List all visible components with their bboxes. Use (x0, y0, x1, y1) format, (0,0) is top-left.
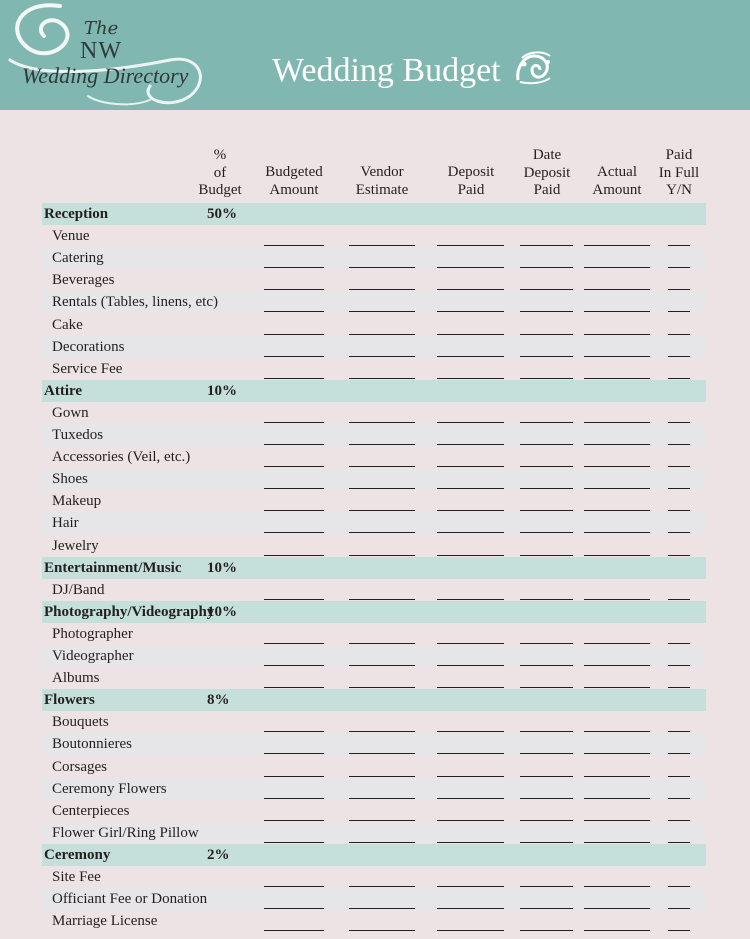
blank-entry-line[interactable] (584, 532, 650, 533)
blank-entry-line[interactable] (437, 488, 504, 489)
line-item-row (42, 888, 706, 910)
category-row (42, 203, 706, 225)
blank-entry-line[interactable] (668, 776, 690, 777)
line-item-label: Beverages (52, 272, 115, 289)
blank-entry-line[interactable] (264, 687, 324, 688)
line-item-row (42, 446, 706, 468)
blank-entry-line[interactable] (520, 444, 573, 445)
line-item-row (42, 314, 706, 336)
blank-entry-line[interactable] (520, 930, 573, 931)
category-label: Entertainment/Music (44, 559, 182, 576)
line-item-row (42, 269, 706, 291)
blank-entry-line[interactable] (584, 289, 650, 290)
blank-entry-line[interactable] (437, 798, 504, 799)
line-item-row (42, 800, 706, 822)
blank-entry-line[interactable] (437, 842, 504, 843)
logo-directory: Wedding Directory (22, 63, 189, 88)
blank-entry-line[interactable] (437, 753, 504, 754)
line-item-row (42, 579, 706, 601)
line-item-label: Flower Girl/Ring Pillow (52, 824, 199, 841)
col-budgeted-amount: Budgeted Amount (265, 164, 323, 198)
line-item-row (42, 756, 706, 778)
blank-entry-line[interactable] (584, 311, 650, 312)
blank-entry-line[interactable] (584, 599, 650, 600)
blank-entry-line[interactable] (520, 311, 573, 312)
blank-entry-line[interactable] (520, 267, 573, 268)
blank-entry-line[interactable] (668, 842, 690, 843)
line-item-label: Site Fee (52, 869, 101, 885)
blank-entry-line[interactable] (520, 356, 573, 357)
blank-entry-line[interactable] (584, 356, 650, 357)
blank-entry-line[interactable] (264, 444, 324, 445)
blank-entry-line[interactable] (437, 643, 504, 644)
blank-entry-line[interactable] (264, 908, 324, 909)
line-item-label: Bouquets (52, 714, 109, 731)
blank-entry-line[interactable] (437, 731, 504, 732)
blank-entry-line[interactable] (437, 378, 504, 379)
blank-entry-line[interactable] (584, 510, 650, 511)
category-label: Photography/Videography (44, 603, 215, 620)
blank-entry-line[interactable] (520, 731, 573, 732)
blank-entry-line[interactable] (264, 820, 324, 821)
line-item-row (42, 778, 706, 800)
blank-entry-line[interactable] (584, 798, 650, 799)
blank-entry-line[interactable] (349, 444, 415, 445)
col-percent-of-budget: % of Budget (198, 147, 242, 198)
category-percent: 2% (207, 846, 230, 863)
blank-entry-line[interactable] (668, 731, 690, 732)
blank-entry-line[interactable] (349, 289, 415, 290)
line-item-row (42, 535, 706, 557)
blank-entry-line[interactable] (349, 886, 415, 887)
col-paid-in-full: Paid In Full Y/N (658, 147, 700, 198)
blank-entry-line[interactable] (668, 422, 690, 423)
blank-entry-line[interactable] (584, 753, 650, 754)
blank-entry-line[interactable] (668, 908, 690, 909)
blank-entry-line[interactable] (584, 665, 650, 666)
blank-entry-line[interactable] (349, 798, 415, 799)
blank-entry-line[interactable] (584, 930, 650, 931)
blank-entry-line[interactable] (264, 378, 324, 379)
blank-entry-line[interactable] (668, 510, 690, 511)
line-item-row (42, 247, 706, 269)
blank-entry-line[interactable] (264, 311, 324, 312)
blank-entry-line[interactable] (437, 289, 504, 290)
blank-entry-line[interactable] (349, 753, 415, 754)
blank-entry-line[interactable] (349, 510, 415, 511)
blank-entry-line[interactable] (520, 289, 573, 290)
blank-entry-line[interactable] (584, 555, 650, 556)
blank-entry-line[interactable] (349, 599, 415, 600)
line-item-row (42, 225, 706, 247)
blank-entry-line[interactable] (349, 842, 415, 843)
blank-entry-line[interactable] (264, 532, 324, 533)
blank-entry-line[interactable] (668, 334, 690, 335)
blank-entry-line[interactable] (437, 267, 504, 268)
line-item-row (42, 490, 706, 512)
blank-entry-line[interactable] (349, 334, 415, 335)
blank-entry-line[interactable] (264, 356, 324, 357)
blank-entry-line[interactable] (264, 731, 324, 732)
blank-entry-line[interactable] (437, 886, 504, 887)
blank-entry-line[interactable] (349, 643, 415, 644)
blank-entry-line[interactable] (264, 289, 324, 290)
blank-entry-line[interactable] (584, 245, 650, 246)
ornament-icon (514, 50, 554, 86)
blank-entry-line[interactable] (437, 820, 504, 821)
blank-entry-line[interactable] (668, 311, 690, 312)
line-item-label: Tuxedos (52, 427, 104, 443)
blank-entry-line[interactable] (584, 908, 650, 909)
page-title: Wedding Budget (272, 52, 501, 89)
blank-entry-line[interactable] (584, 820, 650, 821)
category-percent: 10% (207, 559, 237, 576)
blank-entry-line[interactable] (520, 908, 573, 909)
blank-entry-line[interactable] (437, 334, 504, 335)
blank-entry-line[interactable] (668, 930, 690, 931)
line-item-label: Accessories (Veil, etc.) (52, 449, 191, 466)
blank-entry-line[interactable] (668, 820, 690, 821)
blank-entry-line[interactable] (520, 643, 573, 644)
blank-entry-line[interactable] (437, 599, 504, 600)
blank-entry-line[interactable] (668, 753, 690, 754)
header-band (0, 0, 750, 110)
blank-entry-line[interactable] (437, 466, 504, 467)
category-percent: 8% (207, 692, 230, 709)
category-row (42, 557, 706, 579)
blank-entry-line[interactable] (437, 510, 504, 511)
col-vendor-estimate: Vendor Estimate (355, 164, 409, 198)
blank-entry-line[interactable] (437, 665, 504, 666)
blank-entry-line[interactable] (437, 555, 504, 556)
col-date-deposit-paid: Date Deposit Paid (523, 147, 571, 198)
category-label: Reception (44, 206, 109, 222)
blank-entry-line[interactable] (520, 466, 573, 467)
blank-entry-line[interactable] (668, 488, 690, 489)
blank-entry-line[interactable] (520, 820, 573, 821)
blank-entry-line[interactable] (584, 488, 650, 489)
blank-entry-line[interactable] (520, 776, 573, 777)
blank-entry-line[interactable] (584, 842, 650, 843)
blank-entry-line[interactable] (520, 245, 573, 246)
blank-entry-line[interactable] (349, 356, 415, 357)
blank-entry-line[interactable] (520, 798, 573, 799)
logo-nw: NW (80, 38, 122, 64)
blank-entry-line[interactable] (520, 532, 573, 533)
line-item-row (42, 733, 706, 755)
blank-entry-line[interactable] (520, 510, 573, 511)
blank-entry-line[interactable] (349, 488, 415, 489)
blank-entry-line[interactable] (437, 311, 504, 312)
blank-entry-line[interactable] (584, 378, 650, 379)
blank-entry-line[interactable] (437, 422, 504, 423)
blank-entry-line[interactable] (520, 378, 573, 379)
line-item-label: Marriage License (52, 913, 158, 930)
line-item-label: Makeup (52, 493, 102, 510)
line-item-label: Decorations (52, 338, 125, 355)
line-item-label: Albums (52, 670, 100, 687)
blank-entry-line[interactable] (520, 334, 573, 335)
blank-entry-line[interactable] (584, 687, 650, 688)
blank-entry-line[interactable] (668, 356, 690, 357)
blank-entry-line[interactable] (520, 687, 573, 688)
line-item-label: Jewelry (52, 537, 99, 554)
blank-entry-line[interactable] (349, 687, 415, 688)
blank-entry-line[interactable] (264, 422, 324, 423)
line-item-row (42, 358, 706, 380)
blank-entry-line[interactable] (349, 422, 415, 423)
blank-entry-line[interactable] (668, 886, 690, 887)
blank-entry-line[interactable] (520, 665, 573, 666)
blank-entry-line[interactable] (520, 488, 573, 489)
blank-entry-line[interactable] (264, 245, 324, 246)
blank-entry-line[interactable] (584, 886, 650, 887)
blank-entry-line[interactable] (349, 665, 415, 666)
line-item-row (42, 822, 706, 844)
blank-entry-line[interactable] (668, 466, 690, 467)
blank-entry-line[interactable] (264, 930, 324, 931)
logo-the: The (84, 18, 119, 39)
blank-entry-line[interactable] (349, 267, 415, 268)
blank-entry-line[interactable] (584, 334, 650, 335)
line-item-label: Gown (52, 404, 89, 421)
line-item-label: Boutonnieres (52, 736, 132, 753)
blank-entry-line[interactable] (349, 776, 415, 777)
blank-entry-line[interactable] (349, 820, 415, 821)
blank-entry-line[interactable] (264, 665, 324, 666)
blank-entry-line[interactable] (349, 930, 415, 931)
blank-entry-line[interactable] (520, 599, 573, 600)
blank-entry-line[interactable] (584, 422, 650, 423)
blank-entry-line[interactable] (668, 555, 690, 556)
blank-entry-line[interactable] (668, 798, 690, 799)
blank-entry-line[interactable] (668, 267, 690, 268)
blank-entry-line[interactable] (264, 798, 324, 799)
blank-entry-line[interactable] (520, 753, 573, 754)
blank-entry-line[interactable] (437, 444, 504, 445)
line-item-row (42, 866, 706, 888)
blank-entry-line[interactable] (264, 466, 324, 467)
category-label: Attire (44, 382, 83, 399)
blank-entry-line[interactable] (437, 356, 504, 357)
blank-entry-line[interactable] (264, 886, 324, 887)
line-item-row (42, 291, 706, 313)
category-percent: 10% (207, 603, 237, 620)
col-deposit-paid: Deposit Paid (447, 164, 495, 198)
blank-entry-line[interactable] (668, 643, 690, 644)
blank-entry-line[interactable] (584, 267, 650, 268)
line-item-label: Catering (52, 250, 104, 267)
blank-entry-line[interactable] (349, 908, 415, 909)
category-label: Ceremony (44, 846, 111, 863)
line-item-label: Videographer (52, 648, 134, 664)
blank-entry-line[interactable] (264, 599, 324, 600)
blank-entry-line[interactable] (437, 930, 504, 931)
blank-entry-line[interactable] (668, 444, 690, 445)
line-item-row (42, 468, 706, 490)
line-item-label: Corsages (52, 758, 107, 775)
line-item-row (42, 336, 706, 358)
category-label: Flowers (44, 692, 95, 709)
line-item-row (42, 424, 706, 446)
blank-entry-line[interactable] (668, 687, 690, 688)
line-item-label: Photographer (52, 625, 133, 642)
blank-entry-line[interactable] (668, 599, 690, 600)
blank-entry-line[interactable] (437, 908, 504, 909)
line-item-label: Service Fee (52, 360, 123, 377)
category-row (42, 844, 706, 866)
blank-entry-line[interactable] (668, 665, 690, 666)
blank-entry-line[interactable] (520, 422, 573, 423)
line-item-label: Rentals (Tables, linens, etc) (52, 294, 218, 311)
category-row (42, 689, 706, 711)
category-percent: 10% (207, 382, 237, 399)
blank-entry-line[interactable] (264, 488, 324, 489)
category-row (42, 601, 706, 623)
blank-entry-line[interactable] (584, 776, 650, 777)
line-item-row (42, 667, 706, 689)
blank-entry-line[interactable] (264, 842, 324, 843)
line-item-label: Ceremony Flowers (52, 780, 167, 797)
category-percent: 50% (207, 206, 237, 222)
blank-entry-line[interactable] (668, 245, 690, 246)
blank-entry-line[interactable] (437, 532, 504, 533)
blank-entry-line[interactable] (520, 555, 573, 556)
blank-entry-line[interactable] (264, 776, 324, 777)
blank-entry-line[interactable] (264, 510, 324, 511)
blank-entry-line[interactable] (349, 466, 415, 467)
line-item-label: Shoes (52, 471, 88, 488)
line-item-row (42, 402, 706, 424)
blank-entry-line[interactable] (437, 687, 504, 688)
blank-entry-line[interactable] (437, 776, 504, 777)
blank-entry-line[interactable] (584, 466, 650, 467)
blank-entry-line[interactable] (264, 753, 324, 754)
line-item-label: Cake (52, 316, 83, 333)
blank-entry-line[interactable] (668, 289, 690, 290)
blank-entry-line[interactable] (349, 731, 415, 732)
blank-entry-line[interactable] (520, 842, 573, 843)
blank-entry-line[interactable] (668, 532, 690, 533)
blank-entry-line[interactable] (264, 334, 324, 335)
blank-entry-line[interactable] (264, 267, 324, 268)
line-item-row (42, 910, 706, 932)
blank-entry-line[interactable] (584, 444, 650, 445)
blank-entry-line[interactable] (349, 532, 415, 533)
line-item-row (42, 623, 706, 645)
blank-entry-line[interactable] (264, 555, 324, 556)
blank-entry-line[interactable] (668, 378, 690, 379)
blank-entry-line[interactable] (437, 245, 504, 246)
line-item-row (42, 711, 706, 733)
line-item-label: Centerpieces (52, 802, 130, 819)
line-item-label: Venue (52, 228, 90, 245)
blank-entry-line[interactable] (520, 886, 573, 887)
blank-entry-line[interactable] (584, 643, 650, 644)
blank-entry-line[interactable] (264, 643, 324, 644)
blank-entry-line[interactable] (349, 378, 415, 379)
line-item-label: Officiant Fee or Donation (52, 891, 208, 908)
blank-entry-line[interactable] (584, 731, 650, 732)
blank-entry-line[interactable] (349, 245, 415, 246)
line-item-row (42, 512, 706, 534)
blank-entry-line[interactable] (349, 311, 415, 312)
col-actual-amount: Actual Amount (592, 164, 642, 198)
category-row (42, 380, 706, 402)
blank-entry-line[interactable] (349, 555, 415, 556)
line-item-label: DJ/Band (52, 581, 105, 598)
line-item-label: Hair (52, 515, 79, 532)
line-item-row (42, 645, 706, 667)
